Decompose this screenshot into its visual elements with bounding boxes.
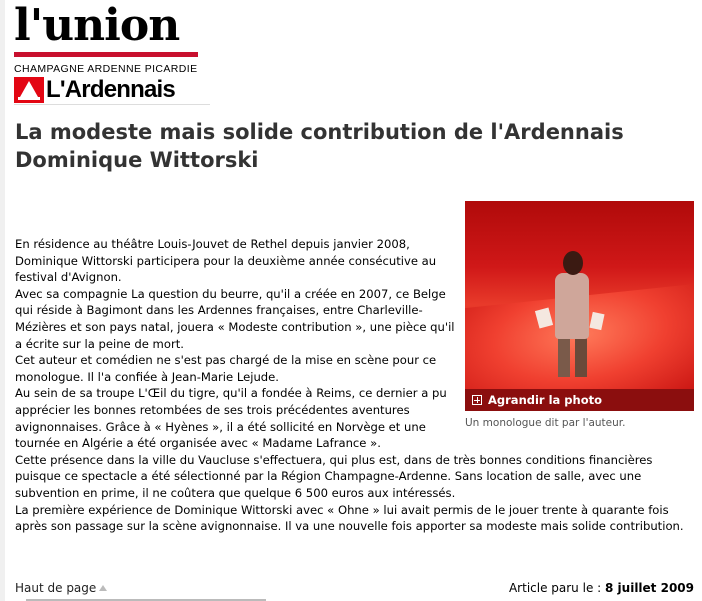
photo-caption: Un monologue dit par l'auteur. <box>465 417 626 429</box>
ardennais-logo-text: L'Ardennais <box>46 76 175 103</box>
article-paragraph: Avec sa compagnie La question du beurre, qu'il a créée en 2007, ce Belge qui réside à Bagimont dans les Ardennes françaises, entre Charleville-Mézières et son pays natal, jouera « Modeste contribution », une pièce qu'il a écrite sur la peine de mort. <box>15 286 455 351</box>
article-title: La modeste mais solide contribution de l'Ardennais Dominique Wittorski <box>15 120 624 172</box>
article-paragraph: Au sein de sa troupe L'Œil du tigre, qu'il a fondée à Reims, ce dernier a pu apprécier les bonnes retombées de ses trois précédentes aventures avignonnaises. Grâce à « Hyènes », il a été sollicité en Norvège et une tournée en Algérie a été organisée avec « Madame Lafrance ». <box>15 386 447 451</box>
back-to-top-link[interactable] <box>15 581 107 595</box>
article-paragraph: Cette présence dans la ville du Vaucluse s'effectuera, qui plus est, dans de très bonnes conditions financières puisque ce spectacle a été sélectionné par la Région Champagne-Ardenne. Sans location de salle, avec une subvention en prime, il ne coûtera que quelque 6 500 euros aux intéressés. <box>15 452 653 500</box>
published-label: Article paru le : <box>508 581 602 595</box>
left-edge-rule <box>0 0 5 601</box>
union-logo[interactable]: l'union <box>14 0 180 51</box>
masthead <box>14 0 200 103</box>
ardennais-logo[interactable] <box>14 76 175 104</box>
article-paragraph: Cet auteur et comédien ne s'est pas chargé de la mise en scène pour ce monologue. Il l'a confiée à Jean-Marie Lejude. <box>15 353 437 384</box>
union-logo-subtitle: CHAMPAGNE ARDENNE PICARDIE <box>14 63 198 75</box>
article-paragraph: En résidence au théâtre Louis-Jouvet de Rethel depuis janvier 2008, Dominique Wittorski participera pour la deuxième année consécutive au festival d'Avignon. <box>15 237 437 285</box>
article-body <box>15 236 701 535</box>
enlarge-photo-label: Agrandir la photo <box>488 393 603 407</box>
up-arrow-icon <box>99 585 107 591</box>
masthead-divider <box>14 104 210 105</box>
back-to-top-label: Haut de page <box>15 581 97 595</box>
published-date <box>509 581 694 595</box>
union-logo-bar <box>14 52 198 57</box>
article-paragraph: La première expérience de Dominique Wittorski avec « Ohne » lui avait permis de le jouer trente à quarante fois après son passage sur la scène avignonnaise. Il va une nouvelle fois apporter sa modeste mais solide contribution. <box>15 502 684 534</box>
footer-links-cutoff <box>26 597 286 601</box>
ardennais-mark-icon <box>14 77 44 103</box>
published-date-value: 8 juillet 2009 <box>605 581 694 595</box>
